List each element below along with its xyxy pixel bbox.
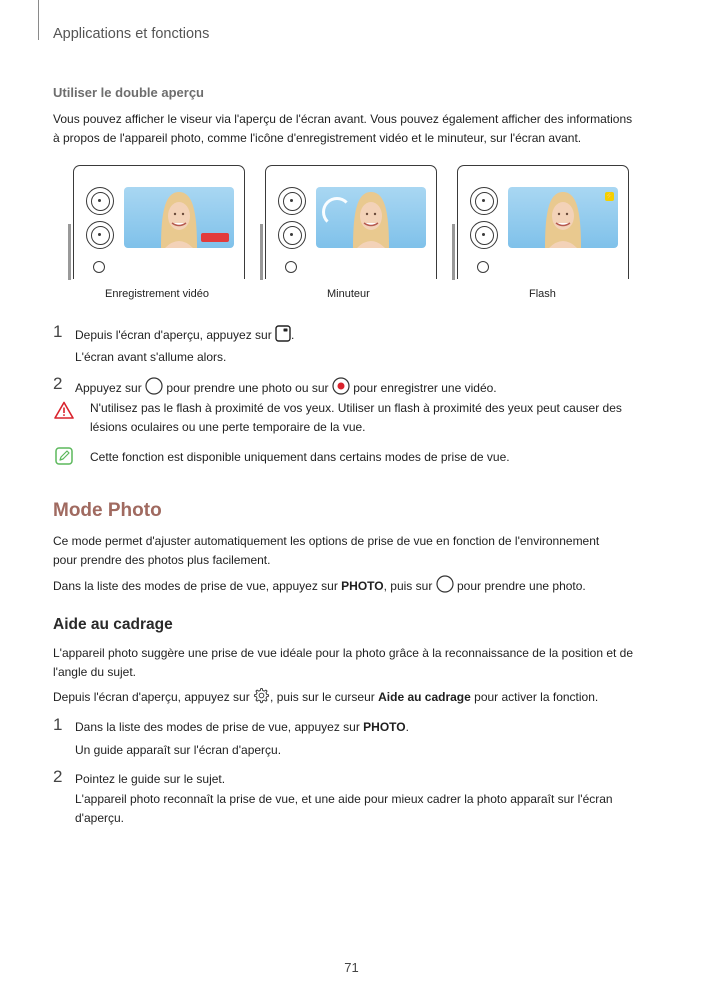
aide-cadrage-label: Aide au cadrage bbox=[378, 690, 471, 704]
mode-photo-title: Mode Photo bbox=[53, 500, 162, 521]
mode-photo-p1-line2: pour prendre des photos plus facilement. bbox=[53, 553, 271, 567]
mode-photo-p2-b: , puis sur bbox=[383, 579, 433, 593]
aide-p2-b: , puis sur le curseur bbox=[270, 690, 375, 704]
hinge bbox=[68, 224, 71, 280]
caption-timer: Minuteur bbox=[327, 288, 370, 300]
portrait-image bbox=[349, 190, 393, 248]
section-heading: Utiliser le double aperçu bbox=[53, 85, 204, 100]
aide-step-1-b: . bbox=[405, 720, 409, 734]
intro-line-2: à propos de l'appareil photo, comme l'icône d'enregistrement vidéo et le minuteur, sur l'écran avant. bbox=[53, 131, 582, 145]
step-2-text-b: pour prendre une photo ou sur bbox=[166, 381, 329, 395]
photo-mode-label: PHOTO bbox=[341, 579, 384, 593]
cover-screen-preview bbox=[316, 187, 426, 248]
header-title: Applications et fonctions bbox=[53, 26, 210, 42]
aide-step-2: Pointez le guide sur le sujet. bbox=[75, 772, 226, 786]
shutter-button-icon bbox=[436, 575, 454, 593]
camera-lens-icon bbox=[86, 221, 114, 249]
camera-lens-icon bbox=[86, 187, 114, 215]
cover-screen-preview bbox=[124, 187, 234, 248]
flash-lens-icon bbox=[93, 261, 105, 273]
flash-lens-icon bbox=[285, 261, 297, 273]
warning-icon bbox=[54, 401, 74, 419]
timer-countdown-icon bbox=[322, 197, 352, 227]
camera-lens-icon bbox=[278, 221, 306, 249]
step-number: 1 bbox=[53, 715, 63, 734]
aide-step-2-sub-line1: L'appareil photo reconnaît la prise de vue, et une aide pour mieux cadrer la photo apparaît sur l'écran bbox=[75, 792, 613, 806]
step-1-text bbox=[75, 325, 655, 345]
aide-p1-line2: l'angle du sujet. bbox=[53, 665, 137, 679]
aide-p2-c: pour activer la fonction. bbox=[474, 690, 599, 704]
intro-line-1: Vous pouvez afficher le viseur via l'aperçu de l'écran avant. Vous pouvez également afficher des informations bbox=[53, 112, 633, 126]
mode-photo-p2 bbox=[53, 575, 653, 596]
flash-lens-icon bbox=[477, 261, 489, 273]
hinge bbox=[260, 224, 263, 280]
camera-lens-icon bbox=[470, 187, 498, 215]
aide-step-1 bbox=[75, 718, 655, 737]
caption-recording: Enregistrement vidéo bbox=[105, 288, 209, 300]
cover-screen-preview bbox=[508, 187, 618, 248]
dual-preview-icon bbox=[275, 325, 291, 342]
header-rule bbox=[38, 0, 39, 40]
phone-illustration-recording bbox=[73, 165, 245, 279]
mode-photo-p1-line1: Ce mode permet d'ajuster automatiquement les options de prise de vue en fonction de l'environnement bbox=[53, 534, 600, 548]
phone-illustration-timer bbox=[265, 165, 437, 279]
step-number: 2 bbox=[53, 767, 63, 786]
settings-gear-icon bbox=[253, 687, 270, 704]
step-2-text bbox=[75, 377, 655, 398]
record-button-icon bbox=[332, 377, 350, 395]
step-1-sub: L'écran avant s'allume alors. bbox=[75, 350, 227, 364]
step-2-text-a: Appuyez sur bbox=[75, 381, 142, 395]
aide-step-1-a: Dans la liste des modes de prise de vue, appuyez sur bbox=[75, 720, 360, 734]
step-1-text-a: Depuis l'écran d'aperçu, appuyez sur bbox=[75, 328, 272, 342]
aide-p2-a: Depuis l'écran d'aperçu, appuyez sur bbox=[53, 690, 250, 704]
note-text: Cette fonction est disponible uniquement dans certains modes de prise de vue. bbox=[90, 450, 510, 464]
mode-photo-p2-c: pour prendre une photo. bbox=[457, 579, 586, 593]
aide-step-2-sub-line2: d'aperçu. bbox=[75, 811, 124, 825]
portrait-image bbox=[157, 190, 201, 248]
caption-flash: Flash bbox=[529, 288, 556, 300]
photo-mode-label: PHOTO bbox=[363, 720, 406, 734]
aide-p1-line1: L'appareil photo suggère une prise de vue idéale pour la photo grâce à la reconnaissance de la position et de bbox=[53, 646, 634, 660]
shutter-button-icon bbox=[145, 377, 163, 395]
aide-title: Aide au cadrage bbox=[53, 616, 173, 633]
hinge bbox=[452, 224, 455, 280]
step-number: 1 bbox=[53, 322, 63, 341]
warning-line-2: lésions oculaires ou une perte temporaire de la vue. bbox=[90, 420, 366, 434]
recording-timer-badge bbox=[201, 233, 229, 242]
step-1-text-b: . bbox=[291, 328, 295, 342]
warning-line-1: N'utilisez pas le flash à proximité de vos yeux. Utiliser un flash à proximité des yeux peut causer des bbox=[90, 401, 622, 415]
camera-lens-icon bbox=[470, 221, 498, 249]
portrait-image bbox=[541, 190, 585, 248]
flash-icon: ⚡ bbox=[605, 193, 614, 200]
phone-illustration-flash bbox=[457, 165, 629, 279]
camera-lens-icon bbox=[278, 187, 306, 215]
page-number: 71 bbox=[344, 960, 359, 975]
mode-photo-p2-a: Dans la liste des modes de prise de vue, appuyez sur bbox=[53, 579, 338, 593]
aide-step-1-sub: Un guide apparaît sur l'écran d'aperçu. bbox=[75, 743, 282, 757]
note-icon bbox=[55, 447, 73, 465]
step-2-text-c: pour enregistrer une vidéo. bbox=[353, 381, 497, 395]
step-number: 2 bbox=[53, 374, 63, 393]
aide-p2 bbox=[53, 687, 653, 707]
